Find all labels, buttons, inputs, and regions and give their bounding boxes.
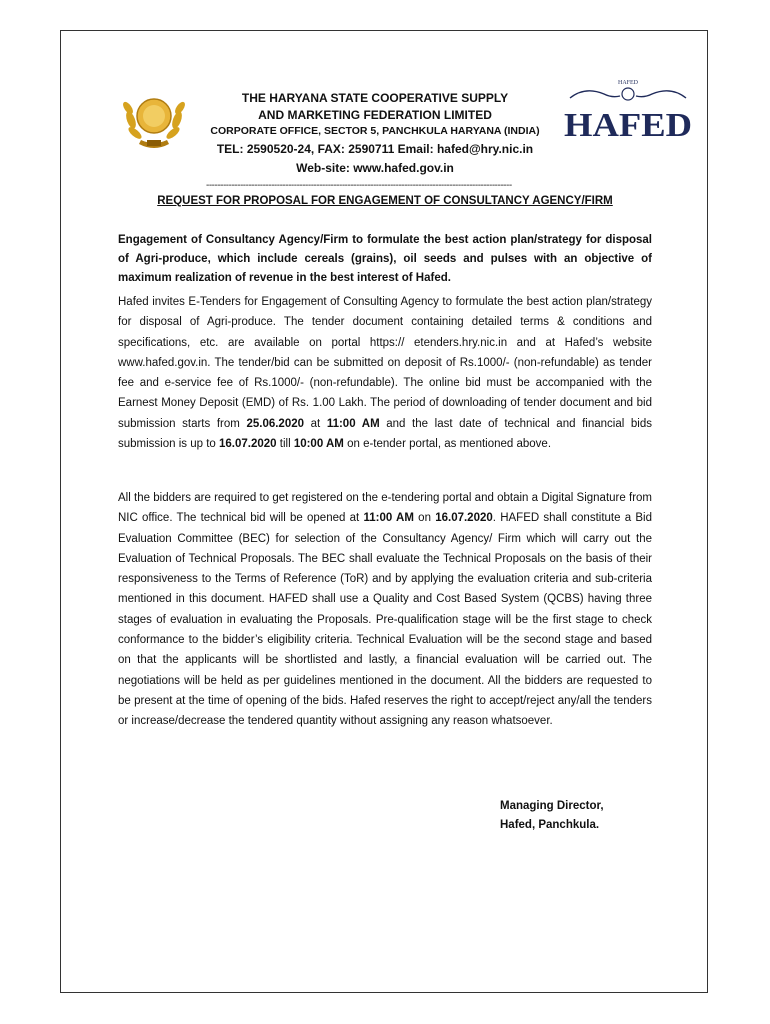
organisation-name-line2: AND MARKETING FEDERATION LIMITED [258,108,492,122]
hafed-wordmark-text: HAFED [564,107,692,142]
p1-text-a: Hafed invites E-Tenders for Engagement of Consulting Agency to formulate the best action plan/strategy for disposal of Agri-produce. The tender document containing detailed terms & conditions and specifications, etc. are available on portal https:// etenders.hry.nic.in and at Hafed’s website www.hafed.gov.in. The tender/bid can be submitted on deposit of Rs.1000/- (non-refundable) as tender fee and e-service fee of Rs.1000/- (non-refundable). The online bid must be accompanied with the Earnest Money Deposit (EMD) of Rs. 1.00 Lakh. The period of downloading of tender document and bid submission starts from [118,296,652,430]
website-line: Web-site: www.hafed.gov.in [296,161,454,175]
organisation-name-line1: THE HARYANA STATE COOPERATIVE SUPPLY [241,91,509,105]
cooperative-emblem-logo [119,86,189,156]
hafed-wordmark-logo [560,76,696,142]
bid-start-date: 25.06.2020 [246,417,305,430]
p2-text-a: All the bidders are required to get registered on the e-tendering portal and obtain a Digital Signature from NIC office. The technical bid will be opened at [118,492,652,525]
bid-opening-time: 11:00 AM [363,512,414,525]
organisation-name [190,90,560,124]
document-title: REQUEST FOR PROPOSAL FOR ENGAGEMENT OF CONSULTANCY AGENCY/FIRM [157,195,613,207]
signature-designation: Managing Director, [500,800,604,812]
bid-end-date: 16.07.2020 [219,438,277,451]
contact-details: TEL: 2590520-24, FAX: 2590711 Email: hafed@hry.nic.in [216,142,534,156]
bid-start-time: 11:00 AM [326,417,380,430]
p1-text-c: and the last date of technical and financial bids submission is up to [118,417,652,451]
p2-text-c: . HAFED shall constitute a Bid Evaluation Committee (BEC) for selection of the Consultancy Agency/ Firm which will carry out the Evaluation of Technical Proposals. The BEC shall evaluate the Technical Proposals on the basis of their responsiveness to the Terms of Reference (ToR) and by applying the evaluation criteria and sub-criteria mentioned in this document. HAFED shall use a Quality and Cost Based System (QCBS) having three stages of evaluation in evaluating the Proposals. Pre-qualification stage will be the first stage to check conformance to the bidder’s eligibility criteria. Technical Evaluation will be the second stage and based on that the applicants will be shortlisted and lastly, a financial evaluation will be carried out. The negotiations will be held as per guidelines mentioned in the document. All the bidders are requested to be present at the time of opening of the bids. Hafed reserves the right to accept/reject any/all the tenders or increase/decrease the tendered quantity without assigning any reason whatsoever. [118,512,652,728]
subject-paragraph: Engagement of Consultancy Agency/Firm to formulate the best action plan/strategy for disposal of Agri-produce, which include cereals (grains), oil seeds and pulses with an objective of maximum realization of revenue in the best interest of Hafed. [118,234,652,284]
hafed-topline-text: HAFED [617,80,639,86]
p2-text-b: on [413,512,436,525]
signature-block [500,797,604,835]
office-address: CORPORATE OFFICE, SECTOR 5, PANCHKULA HARYANA (INDIA) [210,125,540,137]
evaluation-paragraph [118,488,652,732]
tender-details-paragraph [118,292,652,454]
header-divider: ------------------------------------------------------------------------------------------------------------ [206,180,512,191]
p1-text-d: till [276,438,294,451]
signature-office: Hafed, Panchkula. [500,819,600,831]
bid-end-time: 10:00 AM [293,438,344,451]
bid-opening-date: 16.07.2020 [435,512,493,525]
p1-text-e: on e-tender portal, as mentioned above. [343,438,552,451]
p1-text-b: at [304,417,327,430]
